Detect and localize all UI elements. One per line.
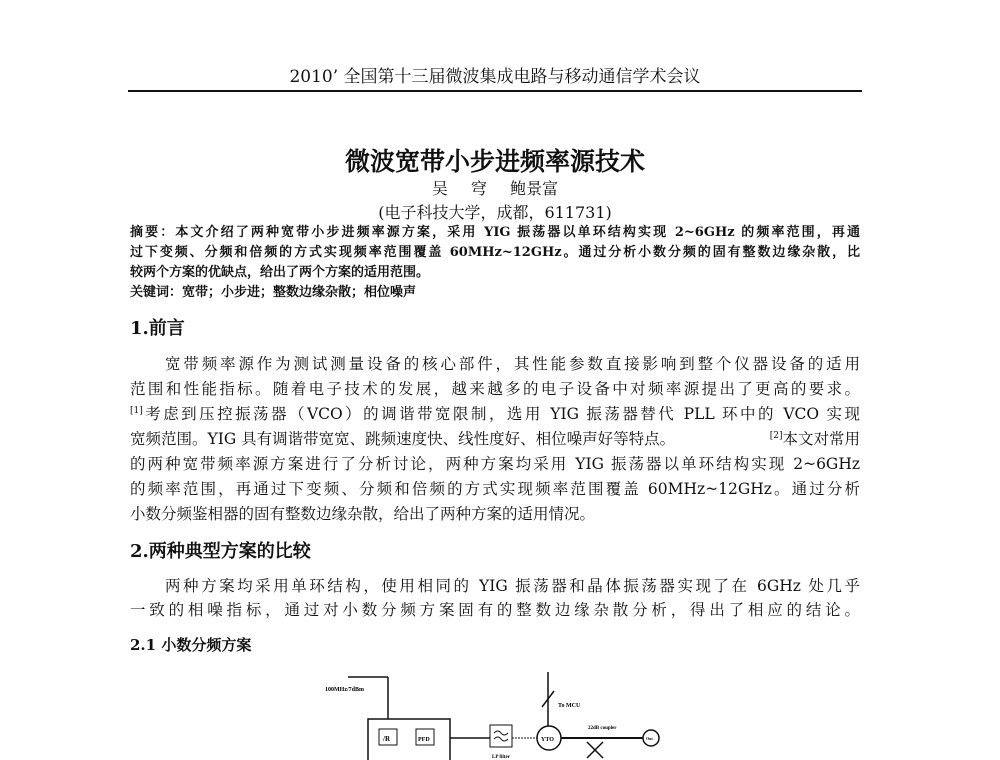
- affiliation: (电子科技大学，成都，611731): [378, 203, 612, 222]
- pll-chip-box: [368, 719, 450, 760]
- r-divider-label: /R: [383, 735, 390, 743]
- filter-icon: [494, 731, 508, 741]
- paper-title: 微波宽带小步进频率源技术: [344, 147, 645, 176]
- citation: [2]: [769, 430, 783, 441]
- citation: [1]: [130, 405, 143, 416]
- output-label: Out: [646, 736, 653, 741]
- body-line: 一致的相噪指标，通过对小数分频方案固有的整数边缘杂散分析，得出了相应的结论。: [130, 601, 860, 619]
- body-line: 的频率范围，再通过下变频、分频和倍频的方式实现频率范围覆盖 60MHz~12GHz。通过分析: [130, 480, 860, 498]
- authors: 吴 穹 鲍景富: [431, 179, 559, 198]
- yto-label: YTO: [541, 737, 554, 743]
- section-heading: 2.两种典型方案的比较: [130, 541, 311, 562]
- ref-input-label: 100MHz/7dBm: [325, 687, 364, 693]
- mcu-label: To MCU: [558, 703, 581, 709]
- abstract-line: 较两个方案的优缺点，给出了两个方案的适用范围。: [130, 265, 430, 280]
- lp-filter-box: [490, 725, 512, 747]
- pfd-label: PFD: [418, 737, 430, 743]
- running-header: 2010’ 全国第十三届微波集成电路与移动通信学术会议: [289, 67, 701, 87]
- body-text: 宽频范围。YIG 具有调谐带宽宽、跳频速度快、线性度好、相位噪声好等特点。: [130, 430, 676, 448]
- abstract-line: 摘要：本文介绍了两种宽带小步进频率源方案，采用 YIG 振荡器以单环结构实现 2~6GHz 的频率范围，再通: [130, 225, 860, 240]
- keywords: 关键词：宽带；小步进；整数边缘杂散；相位噪声: [130, 285, 417, 300]
- coupler-label: 22dB coupler: [588, 726, 617, 731]
- body-line: 范围和性能指标。随着电子技术的发展，越来越多的电子设备中对频率源提出了更高的要求。: [130, 380, 860, 398]
- abstract-line: 过下变频、分频和倍频的方式实现频率范围覆盖 60MHz~12GHz。通过分析小数分频的固有整数边缘杂散，比: [130, 245, 860, 260]
- block-diagram: [300, 655, 700, 760]
- lp-filter-label: LP filter: [492, 755, 510, 760]
- body-text: 本文对常用: [782, 430, 860, 448]
- body-line: 小数分频鉴相器的固有整数边缘杂散，给出了两种方案的适用情况。: [130, 505, 596, 523]
- coupler-icon: [587, 742, 603, 758]
- body-line: 两种方案均采用单环结构，使用相同的 YIG 振荡器和晶体振荡器实现了在 6GHz 处几乎: [165, 577, 860, 595]
- body-line: 的两种宽带频率源方案进行了分析讨论，两种方案均采用 YIG 振荡器以单环结构实现 2~6GHz: [130, 455, 860, 473]
- header-rule: [128, 90, 862, 92]
- subsection-heading: 2.1 小数分频方案: [130, 636, 252, 654]
- body-line: [130, 402, 860, 424]
- body-text: 考虑到压控振荡器（VCO）的调谐带宽限制，选用 YIG 振荡器替代 PLL 环中的 VCO 实现: [142, 405, 860, 423]
- body-line: [130, 427, 860, 449]
- body-line: 宽带频率源作为测试测量设备的核心部件，其性能参数直接影响到整个仪器设备的适用: [165, 355, 860, 373]
- section-heading: 1.前言: [130, 318, 185, 339]
